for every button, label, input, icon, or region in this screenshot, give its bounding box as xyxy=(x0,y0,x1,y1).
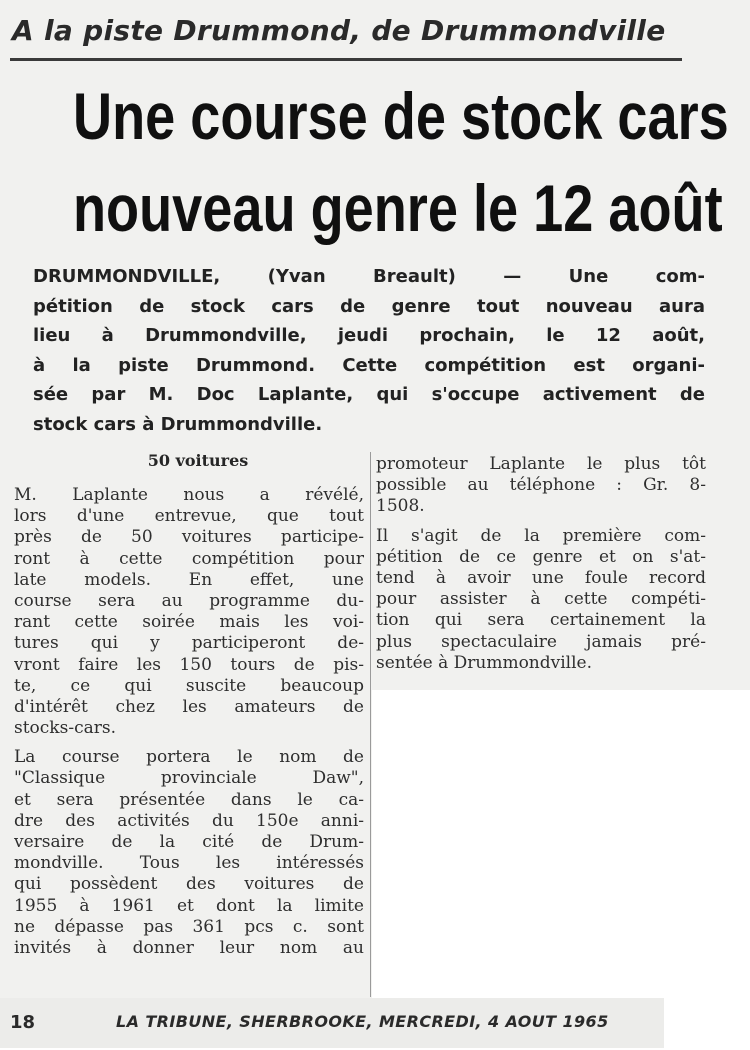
body-line: promoteur Laplante le plus tôt xyxy=(376,454,706,474)
left-paragraph-1 xyxy=(14,485,364,739)
lead-line: pétition de stock cars de genre tout nouveau aura xyxy=(33,295,705,317)
section-subhead: 50 voitures xyxy=(147,451,249,470)
body-line: sentée à Drummondville. xyxy=(376,652,593,673)
body-line: Il s'agit de la première com- xyxy=(376,525,706,546)
right-column xyxy=(376,454,706,674)
body-line: dre des activités du 150e anni- xyxy=(14,810,364,831)
paragraph-gap xyxy=(376,518,706,526)
body-line: 1955 à 1961 et dont la limite xyxy=(14,895,364,916)
body-line: late models. En effet, une xyxy=(14,569,364,590)
body-line: te, ce qui suscite beaucoup xyxy=(14,675,364,696)
body-line: plus spectaculaire jamais pré- xyxy=(376,631,706,652)
body-line: course sera au programme du- xyxy=(14,590,364,611)
body-line: invités à donner leur nom au xyxy=(14,937,364,958)
body-line: stocks-cars. xyxy=(14,718,116,739)
right-paragraph-2 xyxy=(376,526,706,674)
article-lead-paragraph xyxy=(33,262,705,439)
body-line: ront à cette compétition pour xyxy=(14,548,364,569)
lead-line: sée par M. Doc Laplante, qui s'occupe activement de xyxy=(33,384,705,405)
body-line: "Classique provinciale Daw", xyxy=(14,768,364,789)
body-line: mondville. Tous les intéressés xyxy=(14,853,364,874)
body-line: rant cette soirée mais les voi- xyxy=(14,612,364,633)
article-headline xyxy=(10,70,729,254)
left-paragraph-2 xyxy=(14,747,364,959)
headline-line: Une course de stock cars xyxy=(73,79,729,153)
body-line: d'intérêt chez les amateurs de xyxy=(14,696,364,717)
lead-line: à la piste Drummond. Cette compétition est organi- xyxy=(33,354,705,376)
body-line: pour assister à cette compéti- xyxy=(376,589,706,610)
body-line: pétition de ce genre et on s'at- xyxy=(376,546,706,567)
body-line: vront faire les 150 tours de pis- xyxy=(14,654,364,675)
body-line: qui possèdent des voitures de xyxy=(14,874,364,895)
body-line: tend à avoir une foule record xyxy=(376,567,706,588)
body-line: ne dépasse pas 361 pcs c. sont xyxy=(14,916,364,937)
lead-line: DRUMMONDVILLE, (Yvan Breault) — Une com- xyxy=(33,266,705,287)
body-line: et sera présentée dans le ca- xyxy=(14,789,364,810)
body-line: près de 50 voitures participe- xyxy=(14,527,364,548)
lead-line: stock cars à Drummondville. xyxy=(33,413,323,435)
body-line: versaire de la cité de Drum- xyxy=(14,832,364,852)
lead-line: lieu à Drummondville, jeudi prochain, le 12 août, xyxy=(33,325,705,346)
body-line: possible au téléphone : Gr. 8- xyxy=(376,475,706,496)
kicker-underline xyxy=(10,58,682,61)
left-column xyxy=(14,450,364,959)
column-divider xyxy=(370,452,371,997)
article-kicker: A la piste Drummond, de Drummondville xyxy=(12,14,666,47)
right-paragraph-1 xyxy=(376,454,706,518)
body-line: lors d'une entrevue, que tout xyxy=(14,506,364,527)
body-line: 1508. xyxy=(376,496,425,517)
body-line: tures qui y participeront de- xyxy=(14,633,364,654)
body-line: La course portera le nom de xyxy=(14,747,364,768)
page-number: 18 xyxy=(10,1012,36,1033)
publication-footer: LA TRIBUNE, SHERBROOKE, MERCREDI, 4 AOUT 1965 xyxy=(116,1012,609,1031)
headline-line: nouveau genre le 12 août xyxy=(73,171,723,245)
paragraph-gap xyxy=(14,739,364,747)
body-line: M. Laplante nous a révélé, xyxy=(14,485,364,505)
body-line: tion qui sera certainement la xyxy=(376,610,706,631)
